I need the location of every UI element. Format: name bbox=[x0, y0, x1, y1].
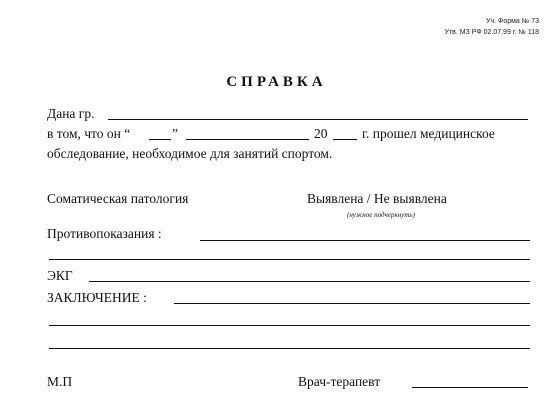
form-approval: Утв. МЗ РФ 02.07.99 г. № 118 bbox=[444, 29, 539, 36]
month-field[interactable] bbox=[186, 139, 309, 140]
day-field[interactable] bbox=[149, 139, 171, 140]
doctor-label: Врач-терапевт bbox=[298, 374, 381, 389]
contraindications-field[interactable] bbox=[200, 240, 530, 241]
conclusion-field-2[interactable] bbox=[49, 325, 530, 326]
year-prefix: 20 bbox=[314, 126, 328, 141]
conclusion-field-3[interactable] bbox=[49, 348, 530, 349]
issued-to-field[interactable] bbox=[108, 119, 528, 120]
contraindications-label: Противопоказания : bbox=[47, 226, 162, 241]
issued-to-label: Дана гр. bbox=[47, 106, 95, 121]
conclusion-field[interactable] bbox=[174, 303, 530, 304]
stamp-label: М.П bbox=[47, 374, 73, 389]
quote-close: ” bbox=[172, 126, 178, 141]
conclusion-label: ЗАКЛЮЧЕНИЕ : bbox=[47, 290, 147, 305]
document-title: СПРАВКА bbox=[226, 74, 327, 90]
line3-text: обследование, необходимое для занятий спортом. bbox=[47, 146, 333, 161]
form-number: Уч. Форма № 73 bbox=[486, 18, 539, 25]
line2-suffix: г. прошел медицинское bbox=[362, 126, 495, 141]
contraindications-field-2[interactable] bbox=[49, 259, 530, 260]
pathology-note: (нужное подчеркнуть) bbox=[347, 211, 415, 219]
pathology-value[interactable]: Выявлена / Не выявлена bbox=[307, 191, 447, 206]
ecg-field[interactable] bbox=[89, 281, 530, 282]
ecg-label: ЭКГ bbox=[47, 268, 73, 283]
doctor-signature-field[interactable] bbox=[412, 387, 528, 388]
pathology-label: Соматическая патология bbox=[47, 191, 189, 206]
line2-prefix: в том, что он “ bbox=[47, 126, 131, 141]
year-field[interactable] bbox=[333, 139, 357, 140]
